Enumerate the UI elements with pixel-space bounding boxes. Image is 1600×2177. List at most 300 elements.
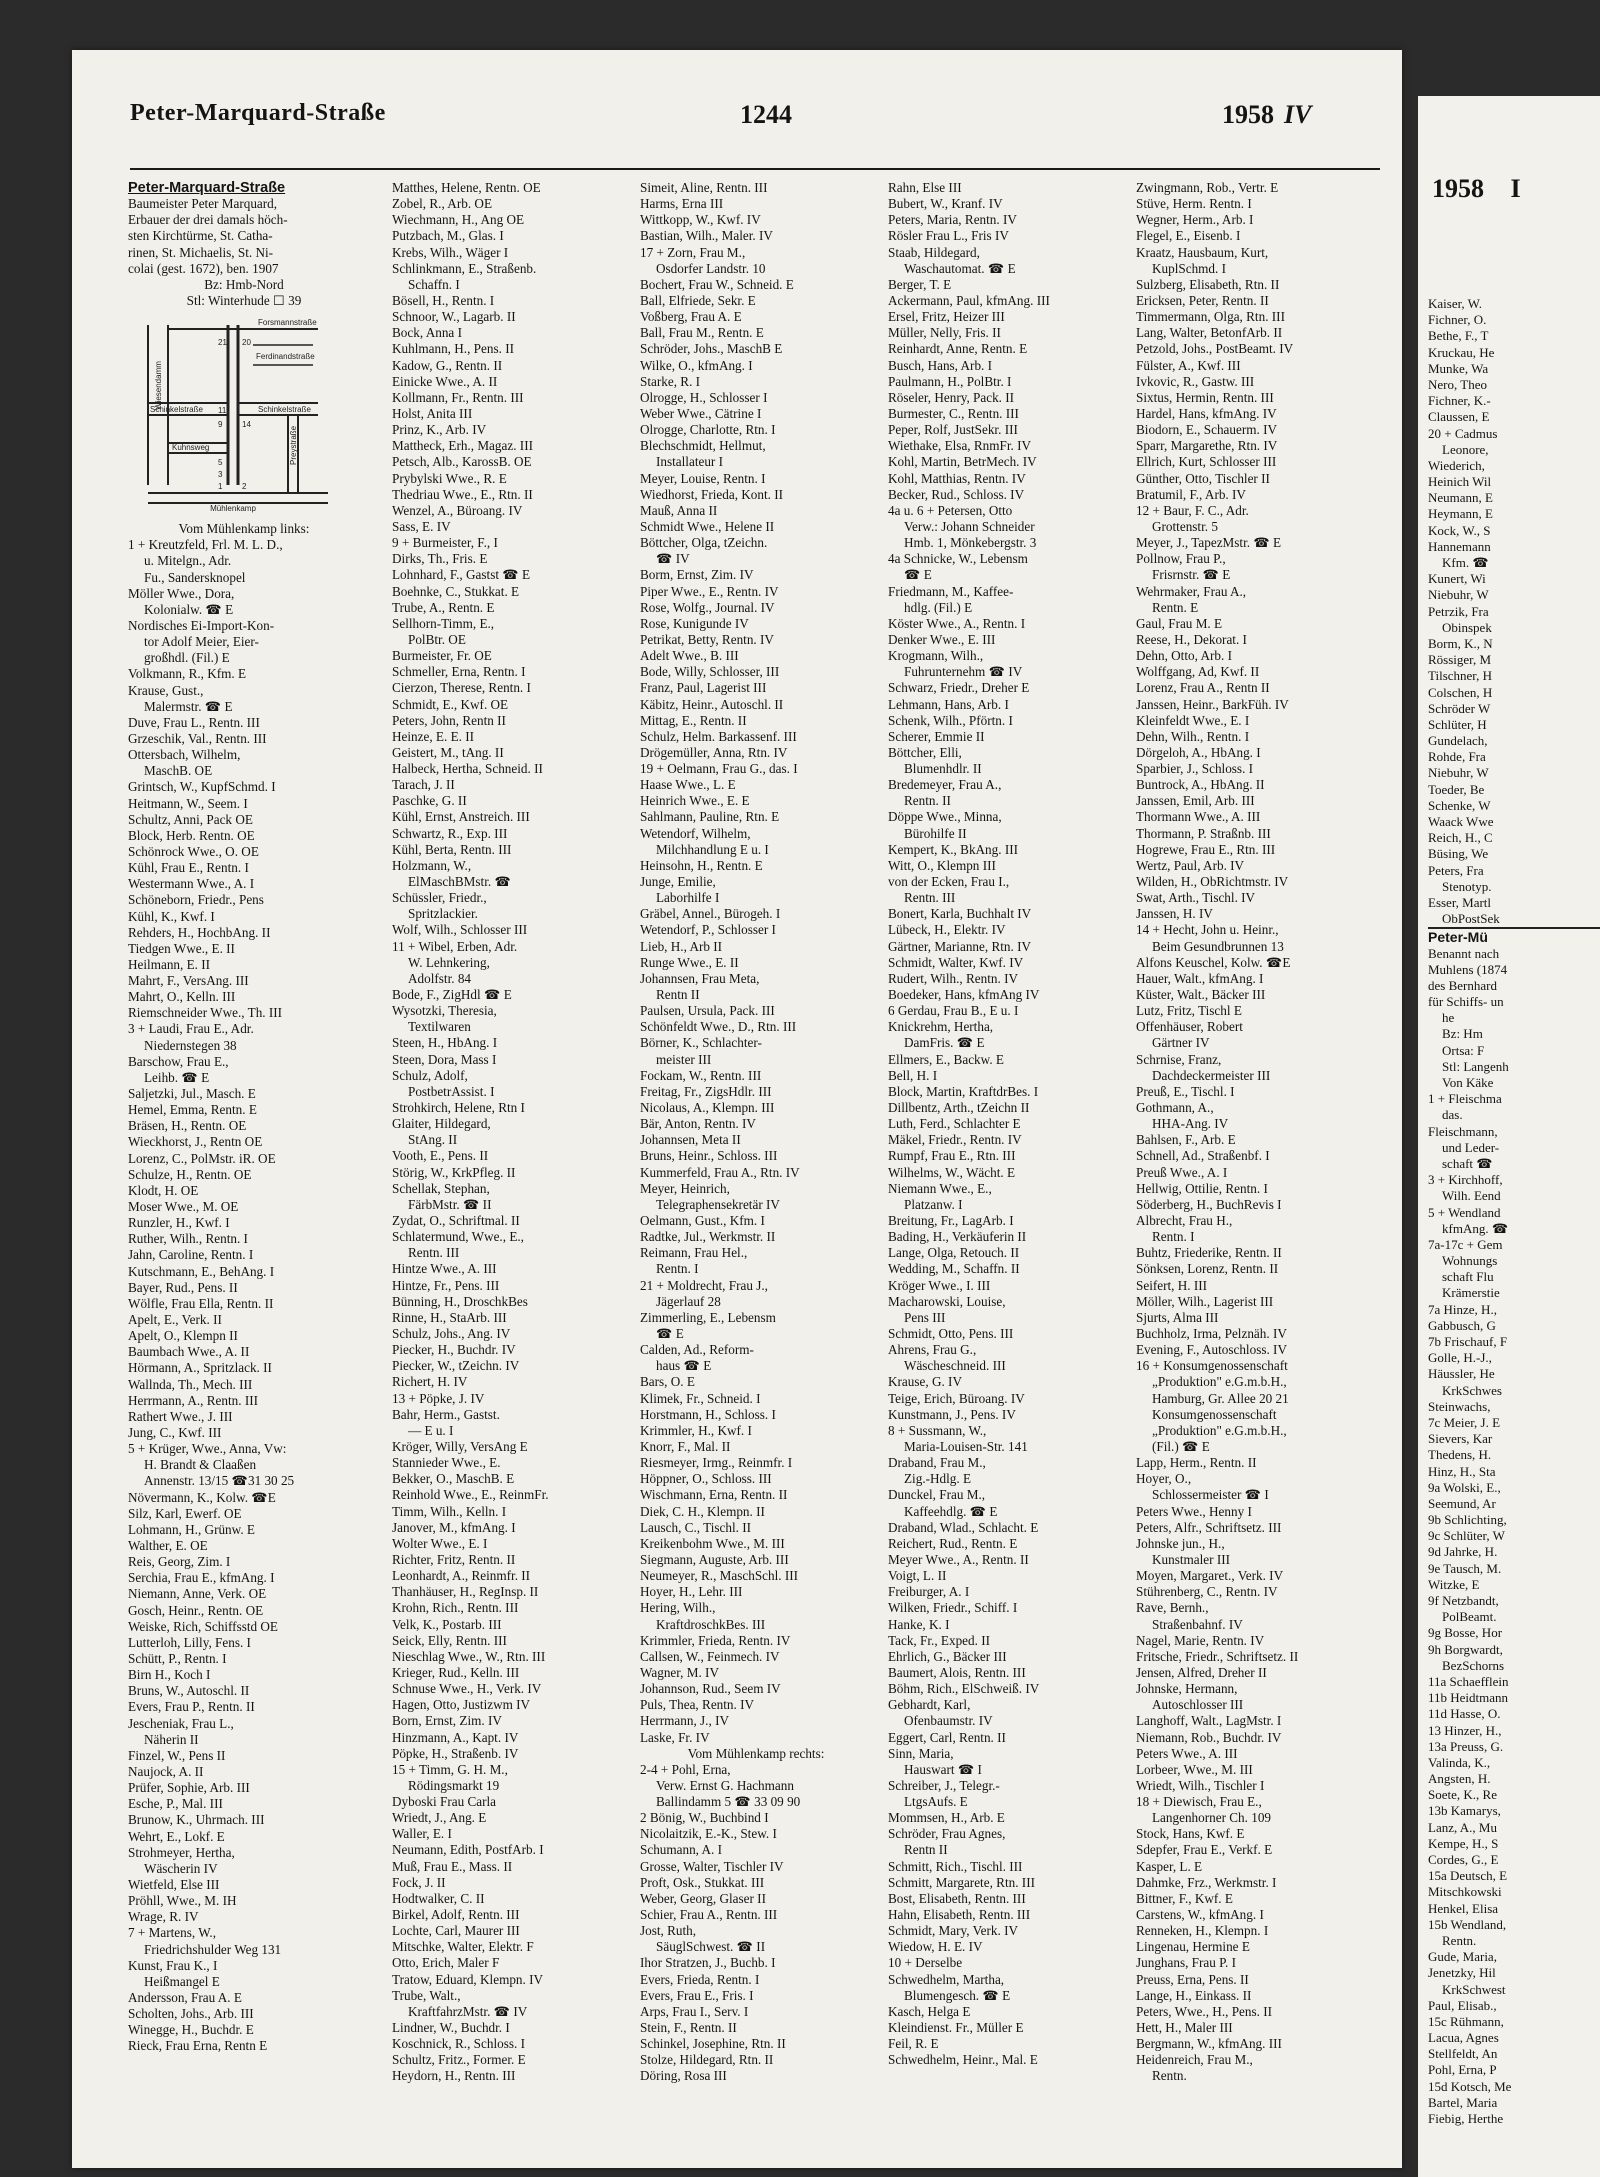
directory-entry: Sparbier, J., Schloss. I	[1136, 761, 1254, 777]
directory-entry: Proft, Osk., Stukkat. III	[640, 1874, 765, 1890]
directory-entry: Kaiser, W.	[1428, 296, 1482, 311]
directory-entry: Söderberg, H., BuchRevis I	[1136, 1196, 1282, 1212]
directory-entry: Vom Mühlenkamp links:	[178, 521, 310, 537]
directory-entry: Gebhardt, Karl,	[888, 1697, 971, 1713]
directory-entry: Hahn, Elisabeth, Rentn. III	[888, 1907, 1031, 1923]
directory-entry: Thedens, H.	[1428, 1447, 1492, 1463]
directory-entry: Stüve, Herm. Rentn. I	[1136, 196, 1252, 212]
directory-entry: Hoyer, H., Lehr. III	[640, 1584, 743, 1600]
directory-entry: Gärtner IV	[1152, 1035, 1210, 1051]
directory-entry: Stannieder Wwe., E.	[392, 1455, 501, 1471]
directory-entry: Starke, R. I	[640, 373, 701, 389]
directory-entry: Macharowski, Louise,	[888, 1293, 1006, 1309]
directory-entry: Lehmann, Hans, Arb. I	[888, 696, 1009, 712]
directory-entry: Andersson, Frau A. E	[128, 1989, 242, 2005]
house-number-entry: 13 + Pöpke, J. IV	[392, 1390, 485, 1406]
directory-entry: Schnuse Wwe., H., Verk. IV	[392, 1681, 542, 1697]
directory-entry: Trube, A., Rentn. E	[392, 599, 495, 615]
directory-entry: Paul, Elisab.,	[1428, 1997, 1497, 2013]
map-label-muhlenkamp: Mühlenkamp	[210, 504, 256, 514]
directory-entry: Velk, K., Postarb. III	[392, 1616, 502, 1632]
directory-entry: Tack, Fr., Exped. II	[888, 1632, 990, 1648]
page-number: 1244	[740, 100, 792, 129]
directory-entry: Kasper, L. E	[1136, 1858, 1203, 1874]
house-number-entry: 6 Gerdau, Frau B., E u. I	[888, 1003, 1019, 1019]
directory-entry: Hannemann	[1428, 538, 1491, 554]
house-number-entry: 7c Meier, J. E	[1428, 1414, 1501, 1430]
directory-entry: Drögemüller, Anna, Rtn. IV	[640, 744, 788, 760]
directory-entry: Peper, Rolf, JustSekr. III	[888, 422, 1018, 438]
directory-entry: Schmidt, Walter, Kwf. IV	[888, 954, 1024, 970]
directory-entry: hdlg. (Fil.) E	[904, 599, 973, 615]
directory-entry: Reimann, Frau Hel.,	[640, 1245, 748, 1261]
directory-entry: Evers, Frau P., Rentn. II	[128, 1699, 255, 1715]
directory-entry: Schulz, Johs., Ang. IV	[392, 1325, 511, 1341]
directory-entry: Strohkirch, Helene, Rtn I	[392, 1100, 525, 1116]
house-number-entry: 11a Schaefflein	[1428, 1673, 1509, 1689]
directory-entry: Wedding, M., Schaffn. II	[888, 1261, 1020, 1277]
directory-entry: Schulz, Helm. Barkassenf. III	[640, 728, 797, 744]
directory-entry: rinen, St. Michaelis, St. Ni-	[128, 244, 274, 260]
directory-entry: Thanhäuser, H., RegInsp. II	[392, 1584, 539, 1600]
directory-entry: ObPostSek	[1442, 911, 1500, 927]
directory-entry: Tarach, J. II	[392, 777, 455, 793]
directory-entry: Lübeck, H., Elektr. IV	[888, 922, 1006, 938]
directory-entry: Bubert, W., Kranf. IV	[888, 196, 1003, 212]
directory-entry: Bz: Hmb-Nord	[204, 276, 284, 292]
directory-entry: Mahrt, F., VersAng. III	[128, 973, 249, 989]
right-page	[1418, 96, 1600, 2177]
directory-entry: Prybylski Wwe., R. E	[392, 470, 507, 486]
directory-entry: Rave, Bernh.,	[1136, 1600, 1209, 1616]
directory-entry: Niebuhr, W	[1428, 587, 1489, 603]
directory-entry: Rentn. II	[904, 793, 951, 809]
directory-entry: Naujock, A. II	[128, 1763, 204, 1779]
directory-entry: Dunckel, Frau M.,	[888, 1487, 986, 1503]
house-number-entry: 5 + Krüger, Wwe., Anna, Vw:	[128, 1441, 287, 1457]
directory-entry: Erbauer der drei damals höch-	[128, 212, 288, 228]
directory-entry: Evening, F., Autoschloss. IV	[1136, 1342, 1287, 1358]
house-number-entry: 2-4 + Pohl, Erna,	[640, 1761, 731, 1777]
directory-entry: Ellmers, E., Backw. E	[888, 1051, 1004, 1067]
directory-entry: Evers, Frieda, Rentn. I	[640, 1971, 760, 1987]
directory-entry: Glaiter, Hildegard,	[392, 1116, 491, 1132]
directory-entry: Osdorfer Landstr. 10	[656, 260, 766, 276]
directory-entry: BezSchorns	[1442, 1657, 1505, 1673]
directory-entry: Draband, Wlad., Schlacht. E	[888, 1519, 1039, 1535]
directory-entry: Vooth, E., Pens. II	[392, 1148, 489, 1164]
directory-entry: Heidenreich, Frau M.,	[1136, 2052, 1253, 2068]
directory-entry: Thormann Wwe., A. III	[1136, 809, 1261, 825]
directory-entry: Textilwaren	[408, 1019, 471, 1035]
directory-entry: Oelmann, Gust., Kfm. I	[640, 1213, 765, 1228]
directory-entry: Wehrt, E., Lokf. E	[128, 1828, 225, 1844]
directory-entry: Störig, W., KrkPfleg. II	[392, 1164, 516, 1180]
directory-entry: Kempe, H., S	[1428, 1835, 1499, 1851]
directory-entry: Verw.: Johann Schneider	[904, 518, 1035, 534]
directory-entry: Häussler, He	[1428, 1366, 1495, 1382]
directory-entry: Petrzik, Fra	[1428, 603, 1489, 619]
directory-entry: Teige, Erich, Büroang. IV	[888, 1390, 1025, 1406]
directory-entry: Brunow, K., Uhrmach. III	[128, 1812, 265, 1828]
directory-entry: Borm, Ernst, Zim. IV	[640, 567, 754, 583]
directory-entry: Janover, M., kfmAng. I	[392, 1519, 516, 1535]
directory-entry: MaschB. OE	[144, 763, 213, 779]
directory-entry: Lorenz, C., PolMstr. iR. OE	[128, 1150, 276, 1166]
directory-entry: Krämerstie	[1442, 1285, 1500, 1301]
directory-entry: Kleindienst. Fr., Müller E	[888, 2020, 1024, 2036]
street-heading: Peter-Marquard-Straße	[128, 180, 286, 196]
house-number-entry: 19 + Oelmann, Frau G., das. I	[640, 761, 798, 777]
directory-entry: Kempert, K., BkAng. III	[888, 841, 1019, 857]
directory-entry: Jenetzky, Hil	[1428, 1965, 1496, 1981]
directory-entry: Jung, C., Kwf. III	[128, 1425, 222, 1440]
directory-entry: Thedriau Wwe., E., Rtn. II	[392, 486, 533, 502]
directory-entry: Dehn, Wilh., Rentn. I	[1136, 728, 1250, 744]
directory-entry: Wiedhorst, Frieda, Kont. II	[640, 486, 784, 502]
directory-entry: Voßberg, Frau A. E	[640, 309, 742, 325]
house-number-entry: 12 + Baur, F. C., Adr.	[1136, 502, 1249, 518]
directory-entry: Mahrt, O., Kelln. III	[128, 989, 236, 1005]
directory-entry: Bonert, Karla, Buchhalt IV	[888, 906, 1032, 922]
directory-entry: Steinwachs,	[1428, 1398, 1491, 1414]
directory-entry: Moyen, Margaret., Verk. IV	[1136, 1568, 1284, 1584]
directory-entry: Jägerlauf 28	[656, 1293, 721, 1309]
directory-entry: Otto, Erich, Maler F	[392, 1955, 500, 1971]
directory-entry: Boedeker, Hans, kfmAng IV	[888, 987, 1040, 1003]
directory-entry: Mäkel, Friedr., Rentn. IV	[888, 1132, 1022, 1148]
directory-entry: Ball, Elfriede, Sekr. E	[640, 292, 756, 308]
directory-entry: Lochte, Carl, Maurer III	[392, 1923, 520, 1939]
directory-entry: Paschke, G. II	[392, 793, 467, 809]
directory-entry: Ellrich, Kurt, Schlosser III	[1136, 454, 1277, 470]
directory-entry: Apelt, E., Verk. II	[128, 1312, 222, 1328]
directory-entry: Klimek, Fr., Schneid. I	[640, 1390, 761, 1406]
directory-entry: Renneken, H., Klempn. I	[1136, 1923, 1269, 1939]
directory-entry: Mittag, E., Rentn. II	[640, 712, 747, 728]
directory-entry: Ihor Stratzen, J., Buchb. I	[640, 1955, 776, 1971]
directory-entry: Bochert, Frau W., Schneid. E	[640, 276, 794, 292]
directory-entry: Bergmann, W., kfmAng. III	[1136, 2036, 1282, 2052]
directory-entry: Esche, P., Mal. III	[128, 1796, 223, 1812]
directory-entry: Mitschkowski	[1428, 1884, 1502, 1900]
directory-entry: Johnske, Hermann,	[1136, 1681, 1238, 1697]
directory-entry: Alfons Keuschel, Kolw. ☎E	[1136, 954, 1291, 970]
directory-entry: H. Brandt & Claaßen	[144, 1457, 257, 1473]
directory-entry: Runzler, H., Kwf. I	[128, 1215, 230, 1231]
directory-entry: Jost, Ruth,	[640, 1923, 697, 1939]
directory-entry: Wohnungs	[1442, 1253, 1498, 1269]
directory-entry: Wetendorf, Wilhelm,	[640, 825, 751, 841]
directory-entry: Esser, Martl	[1428, 894, 1492, 910]
directory-entry: Saljetzki, Jul., Masch. E	[128, 1086, 256, 1102]
directory-entry: he	[1442, 1010, 1455, 1026]
directory-entry: Borm, K., N	[1428, 635, 1493, 651]
directory-entry: Dehn, Otto, Arb. I	[1136, 648, 1232, 664]
directory-entry: Wallnda, Th., Mech. III	[128, 1376, 253, 1392]
directory-entry: Peters, Maria, Rentn. IV	[888, 212, 1017, 228]
directory-entry: Weber Wwe., Cätrine I	[640, 405, 762, 421]
column-4	[888, 180, 1120, 2068]
map-label-preystr: Preystraße	[289, 426, 298, 466]
directory-entry: Heinsohn, H., Rentn. E	[640, 857, 763, 873]
directory-entry: StAng. II	[408, 1132, 458, 1148]
directory-entry: Lacua, Agnes	[1428, 2030, 1499, 2046]
directory-entry: Kummerfeld, Frau A., Rtn. IV	[640, 1164, 800, 1180]
directory-entry: Blumenhdlr. II	[904, 761, 982, 777]
directory-entry: Mommsen, H., Arb. E	[888, 1810, 1005, 1826]
directory-entry: Flegel, E., Eisenb. I	[1136, 228, 1241, 244]
directory-entry: Reese, H., Dekorat. I	[1136, 631, 1247, 647]
directory-entry: Janssen, Emil, Arb. III	[1136, 793, 1255, 809]
directory-entry: Meyer, J., TapezMstr. ☎ E	[1136, 535, 1282, 551]
directory-entry: Freitag, Fr., ZigsHdlr. III	[640, 1083, 772, 1099]
directory-entry: schaft ☎	[1442, 1155, 1493, 1171]
directory-entry: Peters, Alfr., Schriftsetz. III	[1136, 1519, 1282, 1535]
directory-entry: Berger, T. E	[888, 276, 952, 292]
map-label-schinkel-left: Schinkelstraße	[150, 405, 203, 415]
directory-entry: Silz, Karl, Ewerf. OE	[128, 1505, 242, 1521]
directory-entry: Rose, Wolfg., Journal. IV	[640, 599, 775, 615]
directory-entry: Kühl, Frau E., Rentn. I	[128, 860, 249, 876]
directory-entry: Rentn II	[904, 1842, 948, 1858]
directory-entry: Schnoor, W., Lagarb. II	[392, 309, 516, 325]
directory-entry: Ersel, Fritz, Heizer III	[888, 309, 1005, 325]
directory-entry: Holst, Anita III	[392, 405, 473, 421]
directory-entry: Kohl, Martin, BetrMech. IV	[888, 454, 1037, 470]
year: 1958	[1222, 100, 1274, 129]
directory-entry: Peters, Fra	[1428, 862, 1484, 878]
house-number-entry: 15a Deutsch, E	[1428, 1868, 1508, 1884]
house-number-entry: 11 + Wibel, Erben, Adr.	[392, 938, 518, 954]
house-number-entry: 5 + Wendland	[1428, 1204, 1501, 1220]
directory-entry: Lausch, C., Tischl. II	[640, 1519, 751, 1535]
directory-entry: Bz: Hm	[1442, 1026, 1483, 1042]
directory-entry: Hemel, Emma, Rentn. E	[128, 1102, 257, 1118]
directory-entry: Simeit, Aline, Rentn. III	[640, 180, 768, 195]
directory-entry: Bartel, Maria	[1428, 2094, 1498, 2110]
directory-entry: Niemann, Anne, Verk. OE	[128, 1586, 267, 1602]
directory-entry: Hellwig, Ottilie, Rentn. I	[1136, 1180, 1268, 1196]
directory-entry: Konsumgenossenschaft	[1152, 1406, 1277, 1422]
directory-entry: Börner, K., Schlachter-	[640, 1035, 762, 1051]
map-house-number: 2	[242, 482, 247, 492]
directory-entry: Halbeck, Hertha, Schneid. II	[392, 761, 543, 777]
directory-entry: Rentn.	[1442, 1932, 1477, 1948]
directory-entry: Olrogge, H., Schlosser I	[640, 389, 768, 405]
directory-entry: Bayer, Rud., Pens. II	[128, 1279, 238, 1295]
map-house-number: 9	[218, 420, 223, 430]
directory-entry: Niemann, Rob., Buchdr. IV	[1136, 1729, 1282, 1745]
directory-entry: Muhlens (1874	[1428, 961, 1508, 977]
directory-entry: Tratow, Eduard, Klempn. IV	[392, 1971, 544, 1987]
directory-entry: Wiechmann, H., Ang OE	[392, 212, 525, 228]
directory-entry: Baumert, Alois, Rentn. III	[888, 1664, 1026, 1680]
house-number-entry: 1 + Fleischma	[1428, 1091, 1502, 1107]
directory-entry: Leonore,	[1442, 441, 1489, 457]
directory-entry: Zwingmann, Rob., Vertr. E	[1136, 180, 1279, 195]
map-house-number: 5	[218, 458, 223, 468]
directory-entry: Bekker, O., MaschB. E	[392, 1471, 515, 1487]
directory-entry: Gräbel, Annel., Bürogeh. I	[640, 906, 781, 922]
directory-entry: Straßenbahnf. IV	[1152, 1616, 1243, 1632]
directory-entry: Runge Wwe., E. II	[640, 954, 739, 970]
directory-entry: Ballindamm 5 ☎ 33 09 90	[656, 1794, 801, 1810]
directory-entry: Seifert, H. III	[1136, 1277, 1208, 1293]
house-number-entry: 13a Preuss, G.	[1428, 1738, 1504, 1754]
directory-entry: Strohmeyer, Hertha,	[128, 1844, 235, 1860]
directory-entry: Walther, E. OE	[128, 1537, 208, 1553]
directory-entry: Milchhandlung E u. I	[656, 841, 769, 857]
directory-entry: Piecker, W., tZeichn. IV	[392, 1358, 520, 1374]
directory-entry: Bars, O. E	[640, 1374, 695, 1390]
year-volume	[1222, 100, 1311, 130]
directory-entry: Hogrewe, Frau E., Rtn. III	[1136, 841, 1276, 857]
directory-entry: Ball, Frau M., Rentn. E	[640, 325, 764, 341]
directory-entry: Junge, Emilie,	[640, 874, 716, 890]
directory-entry: SäuglSchwest. ☎ II	[656, 1939, 766, 1955]
directory-entry: Leihb. ☎ E	[144, 1069, 210, 1085]
directory-entry: Lange, H., Einkass. II	[1136, 1987, 1252, 2003]
directory-entry: Peters Wwe., Henny I	[1136, 1503, 1252, 1519]
directory-entry: Pens III	[904, 1309, 946, 1325]
directory-entry: Cordes, G., E	[1428, 1852, 1499, 1867]
directory-entry: Rentn.	[1152, 2068, 1187, 2084]
directory-entry: Rentn. I	[1152, 1229, 1195, 1245]
directory-entry: Schenke, W	[1428, 797, 1491, 813]
directory-entry: Claussen, E	[1428, 409, 1490, 425]
directory-entry: Freiburger, A. I	[888, 1584, 970, 1600]
directory-entry: Kunert, Wi	[1428, 571, 1486, 587]
directory-entry: Wäscheschneid. III	[904, 1358, 1006, 1374]
directory-entry: Birn H., Koch I	[128, 1667, 211, 1683]
directory-entry: Riesmeyer, Irmg., Reinmfr. I	[640, 1455, 793, 1471]
directory-entry: Colschen, H	[1428, 684, 1493, 700]
directory-entry: Krogmann, Wilh.,	[888, 648, 984, 664]
directory-entry: Schinkel, Josephine, Rtn. II	[640, 2036, 786, 2052]
house-number-entry: 2 Bönig, W., Buchbind I	[640, 1810, 769, 1826]
directory-entry: Wiethake, Elsa, RnmFr. IV	[888, 438, 1032, 454]
directory-entry: Trube, Walt.,	[392, 1987, 461, 2003]
directory-entry: Grottenstr. 5	[1152, 518, 1218, 534]
directory-entry: Schüssler, Friedr.,	[392, 890, 487, 906]
directory-entry: Block, Martin, KraftdrBes. I	[888, 1083, 1039, 1099]
directory-entry: Schulz, Adolf,	[392, 1067, 468, 1083]
directory-entry: Peters, John, Rentn II	[392, 712, 506, 728]
directory-entry: Sparr, Margarethe, Rtn. IV	[1136, 438, 1278, 454]
directory-entry: Gothmann, A.,	[1136, 1100, 1214, 1116]
directory-entry: Döring, Rosa III	[640, 2068, 727, 2084]
directory-entry: Böttcher, Olga, tZeichn.	[640, 535, 768, 551]
directory-entry: Junghans, Frau P. I	[1136, 1955, 1237, 1971]
directory-entry: Heinich Wil	[1428, 474, 1492, 490]
directory-entry: Dirks, Th., Fris. E	[392, 551, 488, 567]
directory-entry: Langhoff, Walt., LagMstr. I	[1136, 1713, 1282, 1729]
directory-entry: Bär, Anton, Rentn. IV	[640, 1116, 756, 1132]
directory-entry: Beim Gesundbrunnen 13	[1152, 938, 1284, 954]
directory-entry: Luth, Ferd., Schlachter E	[888, 1116, 1021, 1132]
directory-entry: Thormann, P. Straßnb. III	[1136, 825, 1271, 841]
directory-entry: Swat, Arth., Tischl. IV	[1136, 890, 1256, 906]
directory-entry: colai (gest. 1672), ben. 1907	[128, 260, 279, 276]
directory-entry: Wysotzki, Theresia,	[392, 1003, 497, 1019]
directory-entry: Angsten, H.	[1428, 1771, 1491, 1787]
directory-entry: Adelt Wwe., B. III	[640, 648, 739, 664]
house-number-entry: 9 + Burmeister, F., I	[392, 535, 498, 551]
directory-entry: Gaul, Frau M. E	[1136, 615, 1223, 631]
directory-entry: Bock, Anna I	[392, 325, 462, 341]
directory-entry: KraftdroschkBes. III	[656, 1616, 766, 1632]
directory-entry: Wehrmaker, Frau A.,	[1136, 583, 1247, 599]
directory-entry: Krimmler, H., Kwf. I	[640, 1422, 752, 1438]
directory-entry: Rieck, Frau Erna, Rentn E	[128, 2038, 268, 2054]
directory-entry: Hinz, H., Sta	[1428, 1463, 1496, 1479]
directory-entry: Lingenau, Hermine E	[1136, 1939, 1250, 1955]
directory-entry: ☎ E	[656, 1325, 684, 1341]
directory-entry: Stl: Winterhude ☐ 39	[186, 292, 302, 308]
house-number-entry: 4a Schnicke, W., Lebensm	[888, 551, 1028, 567]
directory-entry: Laske, Fr. IV	[640, 1729, 710, 1745]
directory-entry: Schnell, Ad., Straßenbf. I	[1136, 1148, 1270, 1164]
directory-entry: Fock, J. II	[392, 1874, 446, 1890]
directory-entry: Ruther, Wilh., Rentn. I	[128, 1231, 248, 1247]
directory-entry: Krause, Gust.,	[128, 682, 204, 698]
directory-entry: für Schiffs- un	[1428, 994, 1504, 1010]
directory-entry: Buhtz, Friederike, Rentn. II	[1136, 1245, 1282, 1261]
directory-entry: Schmitt, Rich., Tischl. III	[888, 1858, 1023, 1874]
directory-entry: Kohl, Matthias, Rentn. IV	[888, 470, 1026, 486]
map-label-forsmann: Forsmannstraße	[258, 318, 317, 328]
directory-entry: Kasch, Helga E	[888, 2003, 971, 2019]
directory-entry: Wölfle, Frau Ella, Rentn. II	[128, 1295, 274, 1311]
directory-entry: kfmAng. ☎	[1442, 1220, 1509, 1236]
directory-entry: Schwartz, R., Exp. III	[392, 825, 508, 841]
directory-entry: Sass, E. IV	[392, 518, 451, 534]
directory-entry: Soete, K., Re	[1428, 1787, 1497, 1803]
directory-entry: Von Käke	[1442, 1075, 1494, 1090]
directory-entry: Wiedow, H. E. IV	[888, 1939, 983, 1955]
directory-entry: Witzke, E	[1428, 1576, 1480, 1592]
directory-entry: Volkmann, R., Kfm. E	[128, 666, 247, 682]
directory-entry: Bode, Willy, Schlosser, III	[640, 664, 780, 680]
directory-entry: Albrecht, Frau H.,	[1136, 1213, 1233, 1228]
directory-entry: LtgsAufs. E	[904, 1794, 968, 1810]
directory-entry: Gude, Maria,	[1428, 1949, 1497, 1965]
directory-entry: Schrnise, Franz,	[1136, 1051, 1222, 1067]
directory-entry: Duve, Frau L., Rentn. III	[128, 714, 260, 730]
directory-entry: Kraatz, Hausbaum, Kurt,	[1136, 244, 1269, 260]
directory-entry: Sievers, Kar	[1428, 1431, 1493, 1447]
directory-entry: Preuß, E., Tischl. I	[1136, 1083, 1235, 1099]
map-label-ferdinand: Ferdinandstraße	[256, 352, 315, 362]
directory-entry: Heinrich Wwe., E. E	[640, 793, 750, 809]
directory-entry: Pollnow, Frau P.,	[1136, 551, 1226, 567]
directory-entry: Schmeller, Erna, Rentn. I	[392, 664, 526, 680]
directory-entry: Weiske, Rich, Schiffsstd OE	[128, 1618, 278, 1634]
directory-entry: Witt, O., Klempn III	[888, 857, 996, 873]
directory-entry: Janssen, Heinr., BarkFüh. IV	[1136, 696, 1289, 712]
directory-entry: Wegner, Herm., Arb. I	[1136, 212, 1254, 228]
directory-entry: Moser Wwe., M. OE	[128, 1199, 239, 1215]
map-label-kuhnsweg: Kuhnsweg	[172, 443, 210, 453]
directory-entry: Staab, Hildegard,	[888, 244, 980, 260]
house-number-entry: 4a u. 6 + Petersen, Otto	[888, 502, 1013, 518]
directory-entry: Einicke Wwe., A. II	[392, 373, 498, 389]
street-heading: Peter-Mü	[1428, 927, 1600, 945]
directory-entry: Bräsen, H., Rentn. OE	[128, 1118, 247, 1134]
directory-entry: Wilden, H., ObRichtmstr. IV	[1136, 874, 1289, 890]
directory-entry: Sahlmann, Pauline, Rtn. E	[640, 809, 780, 825]
